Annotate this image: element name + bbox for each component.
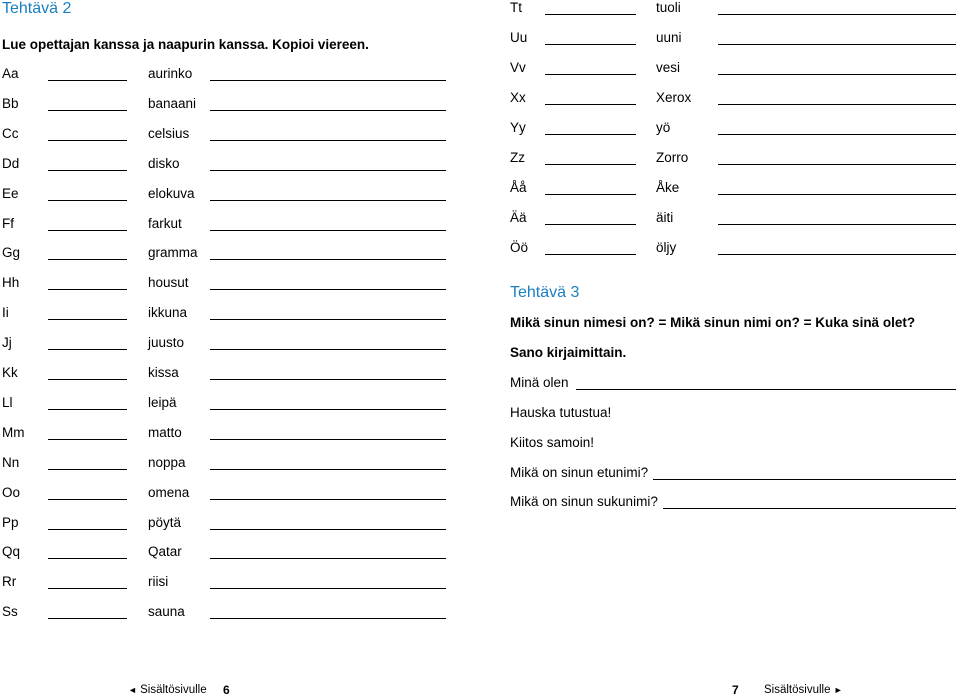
example-word: disko — [148, 155, 180, 171]
letter-copy-line[interactable] — [545, 194, 636, 195]
letter-row — [0, 60, 960, 80]
page-number-right: 7 — [732, 683, 739, 697]
example-word: riisi — [148, 574, 169, 590]
letter-pair: Ff — [2, 215, 14, 231]
task3-line-name: Minä olen — [510, 375, 569, 390]
letter-row — [0, 544, 960, 564]
word-copy-line[interactable] — [210, 349, 446, 350]
letter-copy-line[interactable] — [48, 469, 127, 470]
example-word: aurinko — [148, 66, 193, 81]
letter-copy-line[interactable] — [48, 349, 127, 350]
letter-copy-line[interactable] — [545, 44, 636, 45]
letter-copy-line[interactable] — [48, 379, 127, 380]
letter-copy-line[interactable] — [545, 254, 636, 255]
letter-copy-line[interactable] — [48, 529, 127, 530]
letter-pair: Ii — [2, 305, 9, 321]
letter-pair: Öö — [510, 240, 529, 255]
letter-pair: Hh — [2, 275, 20, 291]
example-word: elokuva — [148, 185, 195, 201]
word-copy-line[interactable] — [210, 80, 446, 81]
example-word: vesi — [656, 60, 681, 75]
letter-copy-line[interactable] — [48, 499, 127, 500]
letter-row — [0, 395, 960, 415]
triangle-left-icon: ◄ — [128, 685, 137, 695]
letter-row — [0, 0, 960, 20]
letter-copy-line[interactable] — [545, 104, 636, 105]
word-copy-line[interactable] — [718, 224, 956, 225]
task3-line-thanks: Kiitos samoin! — [510, 435, 595, 450]
letter-pair: Pp — [2, 514, 19, 530]
letter-row — [0, 455, 960, 475]
letter-copy-line[interactable] — [48, 80, 127, 81]
letter-row — [0, 574, 960, 594]
word-copy-line[interactable] — [718, 164, 956, 165]
word-copy-line[interactable] — [718, 104, 956, 105]
task3-question: Mikä sinun nimesi on? = Mikä sinun nimi on? = Kuka sinä olet? — [510, 315, 916, 330]
letter-pair: Xx — [510, 90, 526, 105]
letter-pair: Ee — [2, 185, 19, 201]
letter-pair: Kk — [2, 365, 18, 380]
example-word: sauna — [148, 604, 185, 620]
task2-title: Tehtävä 2 — [2, 0, 72, 17]
letter-pair: Dd — [2, 155, 20, 171]
letter-pair: Vv — [510, 60, 526, 75]
task3-title: Tehtävä 3 — [510, 284, 580, 301]
example-word: öljy — [656, 240, 677, 255]
letter-pair: Jj — [2, 335, 12, 351]
word-copy-line[interactable] — [718, 74, 956, 75]
word-copy-line[interactable] — [210, 558, 446, 559]
example-word: omena — [148, 484, 190, 500]
word-copy-line[interactable] — [718, 44, 956, 45]
page-number-left: 6 — [223, 683, 230, 697]
letter-pair: Oo — [2, 484, 21, 500]
answer-line-firstname[interactable] — [653, 479, 956, 480]
example-word: Zorro — [656, 150, 689, 165]
letter-row — [0, 365, 960, 385]
prev-contents-label: Sisältösivulle — [140, 684, 207, 696]
letter-pair: Ää — [510, 210, 527, 225]
word-copy-line[interactable] — [210, 289, 446, 290]
letter-pair: Gg — [2, 245, 21, 261]
example-word: yö — [656, 120, 671, 135]
letter-row — [0, 90, 960, 110]
word-copy-line[interactable] — [210, 618, 446, 619]
letter-copy-line[interactable] — [545, 164, 636, 165]
letter-copy-line[interactable] — [48, 319, 127, 320]
letter-copy-line[interactable] — [545, 134, 636, 135]
letter-copy-line[interactable] — [545, 224, 636, 225]
letter-row — [0, 335, 960, 355]
task3-instruction: Sano kirjaimittain. — [510, 345, 627, 360]
word-copy-line[interactable] — [210, 499, 446, 500]
word-copy-line[interactable] — [210, 529, 446, 530]
triangle-right-icon: ► — [833, 685, 843, 695]
letter-row — [0, 515, 960, 535]
word-copy-line[interactable] — [210, 379, 446, 380]
task3-line-surname: Mikä on sinun sukunimi? — [510, 494, 658, 509]
letter-copy-line[interactable] — [545, 14, 636, 15]
letter-pair: Yy — [510, 120, 526, 135]
word-copy-line[interactable] — [210, 439, 446, 440]
letter-row — [0, 485, 960, 505]
letter-row — [0, 210, 960, 230]
word-copy-line[interactable] — [210, 110, 446, 111]
word-copy-line[interactable] — [718, 254, 956, 255]
example-word: juusto — [148, 335, 185, 351]
example-word: ikkuna — [148, 305, 188, 321]
letter-pair: Tt — [510, 0, 522, 15]
letter-copy-line[interactable] — [48, 110, 127, 111]
letter-row — [0, 604, 960, 624]
letter-row — [0, 240, 960, 260]
letter-row — [0, 180, 960, 200]
word-copy-line[interactable] — [718, 134, 956, 135]
letter-copy-line[interactable] — [48, 618, 127, 619]
example-word: uuni — [656, 30, 682, 45]
letter-pair: Aa — [2, 66, 19, 81]
letter-copy-line[interactable] — [48, 439, 127, 440]
letter-row — [0, 275, 960, 295]
task3-line-nice: Hauska tutustua! — [510, 405, 612, 420]
example-word: Åke — [656, 180, 680, 195]
word-copy-line[interactable] — [210, 588, 446, 589]
letter-row — [0, 30, 960, 50]
letter-pair: Ss — [2, 604, 18, 620]
next-contents-label: Sisältösivulle — [764, 684, 831, 696]
letter-copy-line[interactable] — [48, 588, 127, 589]
example-word: Qatar — [148, 544, 182, 560]
example-word: banaani — [148, 95, 197, 111]
letter-copy-line[interactable] — [48, 409, 127, 410]
letter-pair: Qq — [2, 544, 21, 560]
word-copy-line[interactable] — [718, 194, 956, 195]
word-copy-line[interactable] — [210, 319, 446, 320]
task3-line-firstname: Mikä on sinun etunimi? — [510, 465, 649, 480]
letter-copy-line[interactable] — [48, 289, 127, 290]
word-copy-line[interactable] — [718, 14, 956, 15]
example-word: tuoli — [656, 0, 681, 15]
letter-copy-line[interactable] — [545, 74, 636, 75]
letter-pair: Uu — [510, 30, 528, 45]
letter-pair: Rr — [2, 574, 17, 590]
letter-pair: Åå — [510, 180, 527, 195]
letter-copy-line[interactable] — [48, 558, 127, 559]
example-word: äiti — [656, 210, 674, 225]
example-word: gramma — [148, 245, 198, 261]
example-word: pöytä — [148, 514, 182, 530]
example-word: housut — [148, 275, 189, 291]
letter-pair: Nn — [2, 454, 20, 470]
answer-line-surname[interactable] — [663, 508, 956, 509]
letter-row — [0, 150, 960, 170]
example-word: farkut — [148, 215, 182, 231]
example-word: matto — [148, 424, 182, 440]
example-word: noppa — [148, 454, 186, 470]
example-word: kissa — [148, 365, 179, 380]
letter-pair: Bb — [2, 95, 19, 111]
example-word: Xerox — [656, 90, 692, 105]
word-copy-line[interactable] — [210, 409, 446, 410]
letter-pair: Mm — [2, 424, 25, 440]
letter-pair: Cc — [2, 125, 19, 141]
example-word: leipä — [148, 394, 177, 410]
example-word: celsius — [148, 125, 190, 141]
answer-line-name[interactable] — [576, 389, 956, 390]
word-copy-line[interactable] — [210, 469, 446, 470]
letter-pair: Ll — [2, 394, 13, 410]
task2-instruction: Lue opettajan kanssa ja naapurin kanssa. Kopioi viereen. — [2, 37, 369, 52]
letter-row — [0, 120, 960, 140]
letter-pair: Zz — [510, 150, 525, 165]
letter-row — [0, 425, 960, 445]
